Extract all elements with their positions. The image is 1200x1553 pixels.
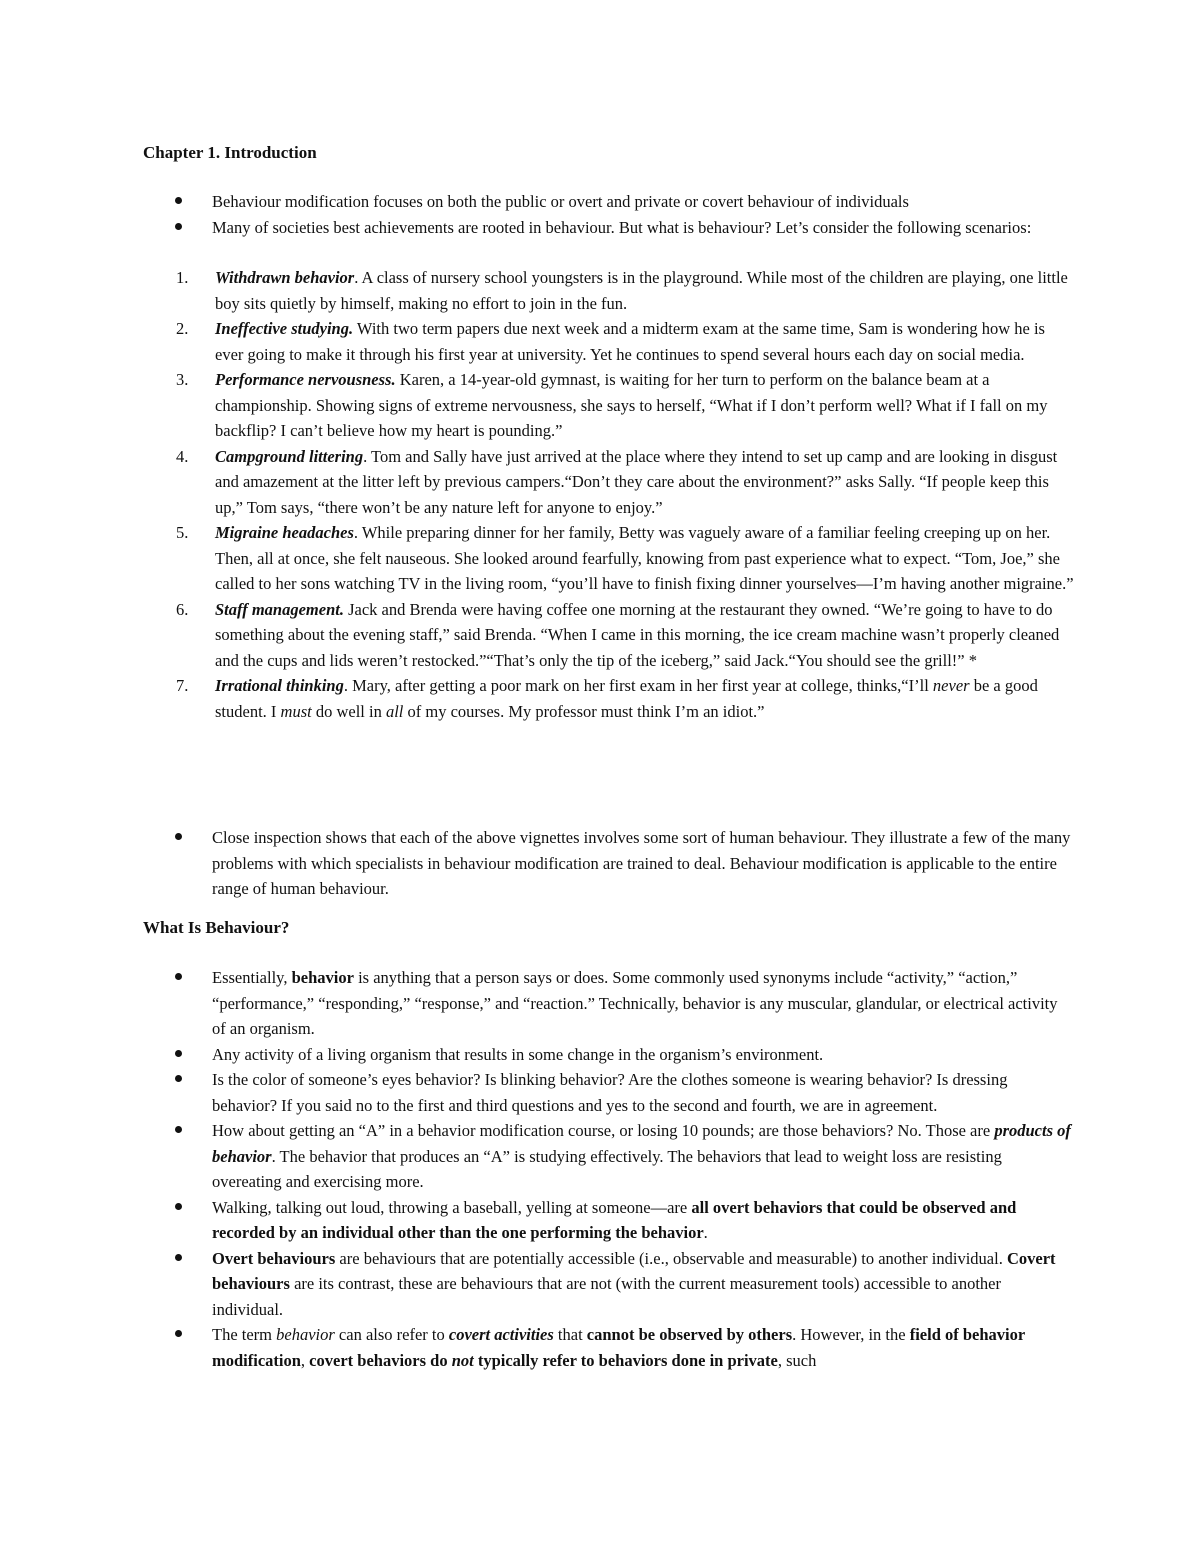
item-number: 1. <box>176 268 189 287</box>
list-item <box>176 316 1076 367</box>
list-item <box>173 825 1073 902</box>
list-item <box>176 673 1076 724</box>
list-item <box>176 597 1076 674</box>
bullet-text: . However, in the <box>792 1325 910 1344</box>
bullet-icon <box>175 833 182 840</box>
bullet-text: Is the color of someone’s eyes behavior? Is blinking behavior? Are the clothes someone is wearing behavior? Is dressing behavior? If you said no to the first and third questions and yes to the second and fourth, we are in agreement. <box>212 1070 1008 1115</box>
bullet-text: that <box>553 1325 587 1344</box>
bold-italic-text: not <box>451 1350 474 1370</box>
bold-text: Covert behaviours <box>212 1248 1056 1293</box>
scenario-text: . Mary, after getting a poor mark on her first exam in her first year at college, thinks,“I’ll <box>343 676 933 695</box>
bold-text: behavior <box>291 968 354 987</box>
scenario-list <box>176 265 1076 724</box>
bullet-text: The term <box>212 1325 277 1344</box>
section-heading: What Is Behaviour? <box>143 918 290 937</box>
item-number: 3. <box>176 370 189 389</box>
scenario-text: . A class of nursery school youngsters is in the playground. While most of the children are playing, one little boy sits quietly by himself, making no effort to join in the fun. <box>215 268 1068 313</box>
bold-text: covert behaviors do <box>309 1350 452 1370</box>
list-item <box>173 215 1073 241</box>
scenario-title: Campground littering <box>215 446 364 466</box>
bold-italic-text: covert activities <box>448 1325 554 1344</box>
bullet-text: is anything that a person says or does. Some commonly used synonyms include “activity,” “action,” “performance,” “responding,” “response,” and “reaction.” Technically, behavior is any muscular, glandular, or electrical activity of an organism. <box>212 968 1058 1038</box>
bold-italic-text: products of behavior <box>212 1121 1071 1166</box>
scenario-text: be a good student. I <box>215 676 1038 721</box>
list-item <box>173 1118 1073 1195</box>
list-item <box>173 1042 1073 1068</box>
bullet-text: Walking, talking out loud, throwing a baseball, yelling at someone—are <box>212 1197 692 1217</box>
item-number: 6. <box>176 599 189 619</box>
scenario-text: Karen, a 14-year-old gymnast, is waiting for her turn to perform on the balance beam at a championship. Showing signs of extreme nervousness, she says to herself, “What if I don’t perform well? What if I fall on my backflip? I can’t believe how my heart is pounding.” <box>215 370 1048 440</box>
item-number: 5. <box>176 523 189 542</box>
scenario-text: of my courses. My professor must think I’m an idiot.” <box>403 701 765 721</box>
scenario-text: Jack and Brenda were having coffee one morning at the restaurant they owned. “We’re going to have to do something about the evening staff,” said Brenda. “When I came in this morning, the ice cream machine wasn’t properly cleaned and the cups and lids weren’t restocked.”“That’s only the tip of the iceberg,” said Jack.“You should see the grill!” * <box>215 599 1060 670</box>
bullet-text: are its contrast, these are behaviours that are not (with the current measurement tools) accessible to another individual. <box>212 1274 1002 1319</box>
bullet-text: can also refer to <box>334 1325 449 1344</box>
bullet-text: Behaviour modification focuses on both the public or overt and private or covert behaviour of individuals <box>212 192 909 211</box>
bullet-text: , <box>300 1350 310 1370</box>
list-item <box>176 367 1076 444</box>
scenario-title: Staff management. <box>215 599 344 619</box>
scenario-title: Irrational thinking <box>215 676 344 695</box>
scenario-title: Performance nervousness. <box>215 370 396 389</box>
item-number: 7. <box>176 676 189 695</box>
italic-text: behavior <box>276 1325 335 1344</box>
scenario-title: Ineffective studying. <box>215 319 354 338</box>
list-item <box>173 189 1073 215</box>
list-item <box>173 965 1073 1042</box>
item-number: 4. <box>176 446 189 466</box>
bullet-icon <box>175 197 182 204</box>
scenario-text: . While preparing dinner for her family, Betty was vaguely aware of a familiar feeling creeping up on her. Then, all at once, she felt nauseous. She looked around fearfully, knowing from past experience what to expect. “Tom, Joe,” she called to her sons watching TV in the living room, “you’ll have to finish fixing dinner yourselves—I’m having another migraine.” <box>215 523 1074 593</box>
bullet-icon <box>175 1254 182 1261</box>
scenario-text: . Tom and Sally have just arrived at the place where they intend to set up camp and are looking in disgust and amazement at the litter left by previous campers.“Don’t they care about the environment?” asks Sally. “If people keep this up,” Tom says, “there won’t be any nature left for anyone to enjoy.” <box>215 446 1058 517</box>
bullet-icon <box>175 1330 182 1337</box>
scenario-text: do well in <box>311 701 386 721</box>
closing-bullet-list <box>173 825 1073 902</box>
emphasis-text: all <box>385 701 404 721</box>
bullet-text: are behaviours that are potentially accessible (i.e., observable and measurable) to another individual. <box>335 1248 1007 1268</box>
bullet-text: Close inspection shows that each of the above vignettes involves some sort of human behaviour. They illustrate a few of the many problems with which specialists in behaviour modification are trained to deal. Behaviour modification is applicable to the entire range of human behaviour. <box>212 828 1071 898</box>
bullet-text: How about getting an “A” in a behavior modification course, or losing 10 pounds; are those behaviors? No. Those are <box>212 1121 995 1140</box>
intro-bullet-list <box>173 189 1073 240</box>
bold-text: cannot be observed by others <box>586 1325 793 1344</box>
behaviour-bullet-list <box>173 965 1073 1373</box>
bullet-icon <box>175 1050 182 1057</box>
chapter-heading: Chapter 1. Introduction <box>143 143 317 162</box>
bullet-text: . The behavior that produces an “A” is studying effectively. The behaviors that lead to weight loss are resisting overeating and exercising more. <box>212 1146 1002 1191</box>
list-item <box>173 1246 1073 1323</box>
list-item <box>176 520 1076 597</box>
item-number: 2. <box>176 319 189 338</box>
bullet-text: , such <box>777 1350 817 1370</box>
emphasis-text: must <box>280 701 312 721</box>
emphasis-text: never <box>932 676 970 695</box>
list-item <box>173 1322 1073 1373</box>
bold-text: Overt behaviours <box>212 1248 336 1268</box>
list-item <box>173 1195 1073 1246</box>
bold-text: all overt behaviors that could be observed and recorded by an individual other than the one performing the behavior <box>212 1197 1017 1242</box>
bullet-icon <box>175 1126 182 1133</box>
bullet-icon <box>175 223 182 230</box>
bullet-icon <box>175 1203 182 1210</box>
list-item <box>176 265 1076 316</box>
bullet-icon <box>175 973 182 980</box>
scenario-title: Withdrawn behavior <box>215 268 355 287</box>
bullet-text: Many of societies best achievements are rooted in behaviour. But what is behaviour? Let’s consider the following scenarios: <box>212 217 1032 237</box>
list-item <box>173 1067 1073 1118</box>
bold-text: typically refer to behaviors done in private <box>473 1350 778 1370</box>
bold-text: field of behavior modification <box>212 1325 1025 1370</box>
bullet-icon <box>175 1075 182 1082</box>
bullet-text: Essentially, <box>212 968 292 987</box>
bullet-text: Any activity of a living organism that results in some change in the organism’s environment. <box>212 1044 824 1064</box>
scenario-title: Migraine headaches <box>215 523 354 542</box>
bullet-text: . <box>703 1223 708 1242</box>
list-item <box>176 444 1076 521</box>
scenario-text: With two term papers due next week and a midterm exam at the same time, Sam is wondering how he is ever going to make it through his first year at university. Yet he continues to spend several hours each day on social media. <box>215 319 1045 364</box>
